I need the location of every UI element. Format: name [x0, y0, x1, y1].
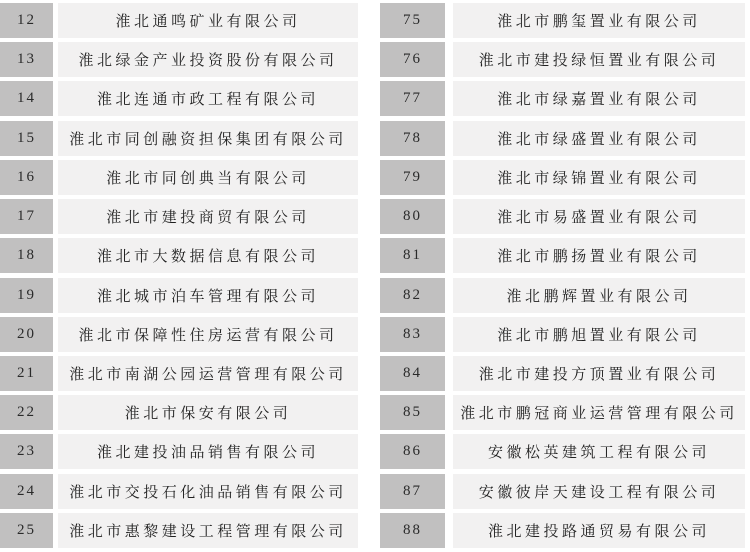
company-name-cell: 淮北市保安有限公司	[58, 395, 358, 430]
table-row	[0, 395, 358, 430]
row-number-cell: 76	[380, 42, 445, 77]
company-name-cell: 淮北建投油品销售有限公司	[58, 434, 358, 469]
row-number-cell: 12	[0, 3, 53, 38]
row-number-cell: 16	[0, 160, 53, 195]
row-number-cell: 80	[380, 199, 445, 234]
table-row	[0, 356, 358, 391]
company-name-cell: 淮北市同创融资担保集团有限公司	[58, 121, 358, 156]
table-row	[380, 395, 745, 430]
company-name-cell: 淮北通鸣矿业有限公司	[58, 3, 358, 38]
company-name-cell: 淮北市保障性住房运营有限公司	[58, 317, 358, 352]
table-row	[0, 513, 358, 548]
row-number-cell: 23	[0, 434, 53, 469]
row-number-cell: 85	[380, 395, 445, 430]
row-number-cell: 81	[380, 238, 445, 273]
company-name-cell: 淮北建投路通贸易有限公司	[453, 513, 745, 548]
row-number-cell: 83	[380, 317, 445, 352]
company-name-cell: 淮北市建投方顶置业有限公司	[453, 356, 745, 391]
table-row	[380, 121, 745, 156]
company-name-cell: 安徽松英建筑工程有限公司	[453, 434, 745, 469]
table-right-column	[380, 3, 745, 548]
table-row	[380, 199, 745, 234]
company-name-cell: 淮北市惠黎建设工程管理有限公司	[58, 513, 358, 548]
row-number-cell: 15	[0, 121, 53, 156]
company-name-cell: 淮北市易盛置业有限公司	[453, 199, 745, 234]
table-row	[380, 3, 745, 38]
table-row	[380, 513, 745, 548]
table-row	[380, 278, 745, 313]
company-name-cell: 淮北市绿锦置业有限公司	[453, 160, 745, 195]
row-number-cell: 79	[380, 160, 445, 195]
company-name-cell: 淮北市绿嘉置业有限公司	[453, 81, 745, 116]
table-row	[0, 81, 358, 116]
company-name-cell: 淮北市鹏旭置业有限公司	[453, 317, 745, 352]
row-number-cell: 24	[0, 474, 53, 509]
row-number-cell: 18	[0, 238, 53, 273]
table-row	[0, 434, 358, 469]
table-row	[0, 42, 358, 77]
row-number-cell: 14	[0, 81, 53, 116]
company-name-cell: 淮北市鹏冠商业运营管理有限公司	[453, 395, 745, 430]
row-number-cell: 86	[380, 434, 445, 469]
row-number-cell: 25	[0, 513, 53, 548]
table-left-column	[0, 3, 358, 548]
table-row	[380, 238, 745, 273]
company-name-cell: 淮北市交投石化油品销售有限公司	[58, 474, 358, 509]
table-row	[380, 434, 745, 469]
table-row	[0, 238, 358, 273]
company-name-cell: 淮北市南湖公园运营管理有限公司	[58, 356, 358, 391]
row-number-cell: 77	[380, 81, 445, 116]
company-name-cell: 淮北城市泊车管理有限公司	[58, 278, 358, 313]
row-number-cell: 84	[380, 356, 445, 391]
table-row	[0, 278, 358, 313]
table-row	[0, 199, 358, 234]
table-row	[380, 160, 745, 195]
company-name-cell: 淮北市绿盛置业有限公司	[453, 121, 745, 156]
row-number-cell: 17	[0, 199, 53, 234]
row-number-cell: 20	[0, 317, 53, 352]
row-number-cell: 22	[0, 395, 53, 430]
row-number-cell: 75	[380, 3, 445, 38]
company-name-cell: 淮北连通市政工程有限公司	[58, 81, 358, 116]
table-row	[0, 160, 358, 195]
row-number-cell: 87	[380, 474, 445, 509]
company-name-cell: 淮北市建投商贸有限公司	[58, 199, 358, 234]
row-number-cell: 19	[0, 278, 53, 313]
company-name-cell: 安徽彼岸天建设工程有限公司	[453, 474, 745, 509]
company-name-cell: 淮北市鹏扬置业有限公司	[453, 238, 745, 273]
table-row	[0, 3, 358, 38]
table-row	[380, 356, 745, 391]
row-number-cell: 21	[0, 356, 53, 391]
table-row	[0, 121, 358, 156]
company-name-cell: 淮北市同创典当有限公司	[58, 160, 358, 195]
table-row	[380, 81, 745, 116]
company-name-cell: 淮北绿金产业投资股份有限公司	[58, 42, 358, 77]
row-number-cell: 82	[380, 278, 445, 313]
table-row	[0, 474, 358, 509]
company-name-cell: 淮北鹏辉置业有限公司	[453, 278, 745, 313]
company-name-cell: 淮北市大数据信息有限公司	[58, 238, 358, 273]
table-row	[380, 474, 745, 509]
company-name-cell: 淮北市鹏玺置业有限公司	[453, 3, 745, 38]
row-number-cell: 78	[380, 121, 445, 156]
table-row	[0, 317, 358, 352]
table-row	[380, 317, 745, 352]
row-number-cell: 88	[380, 513, 445, 548]
table-row	[380, 42, 745, 77]
company-name-cell: 淮北市建投绿恒置业有限公司	[453, 42, 745, 77]
row-number-cell: 13	[0, 42, 53, 77]
